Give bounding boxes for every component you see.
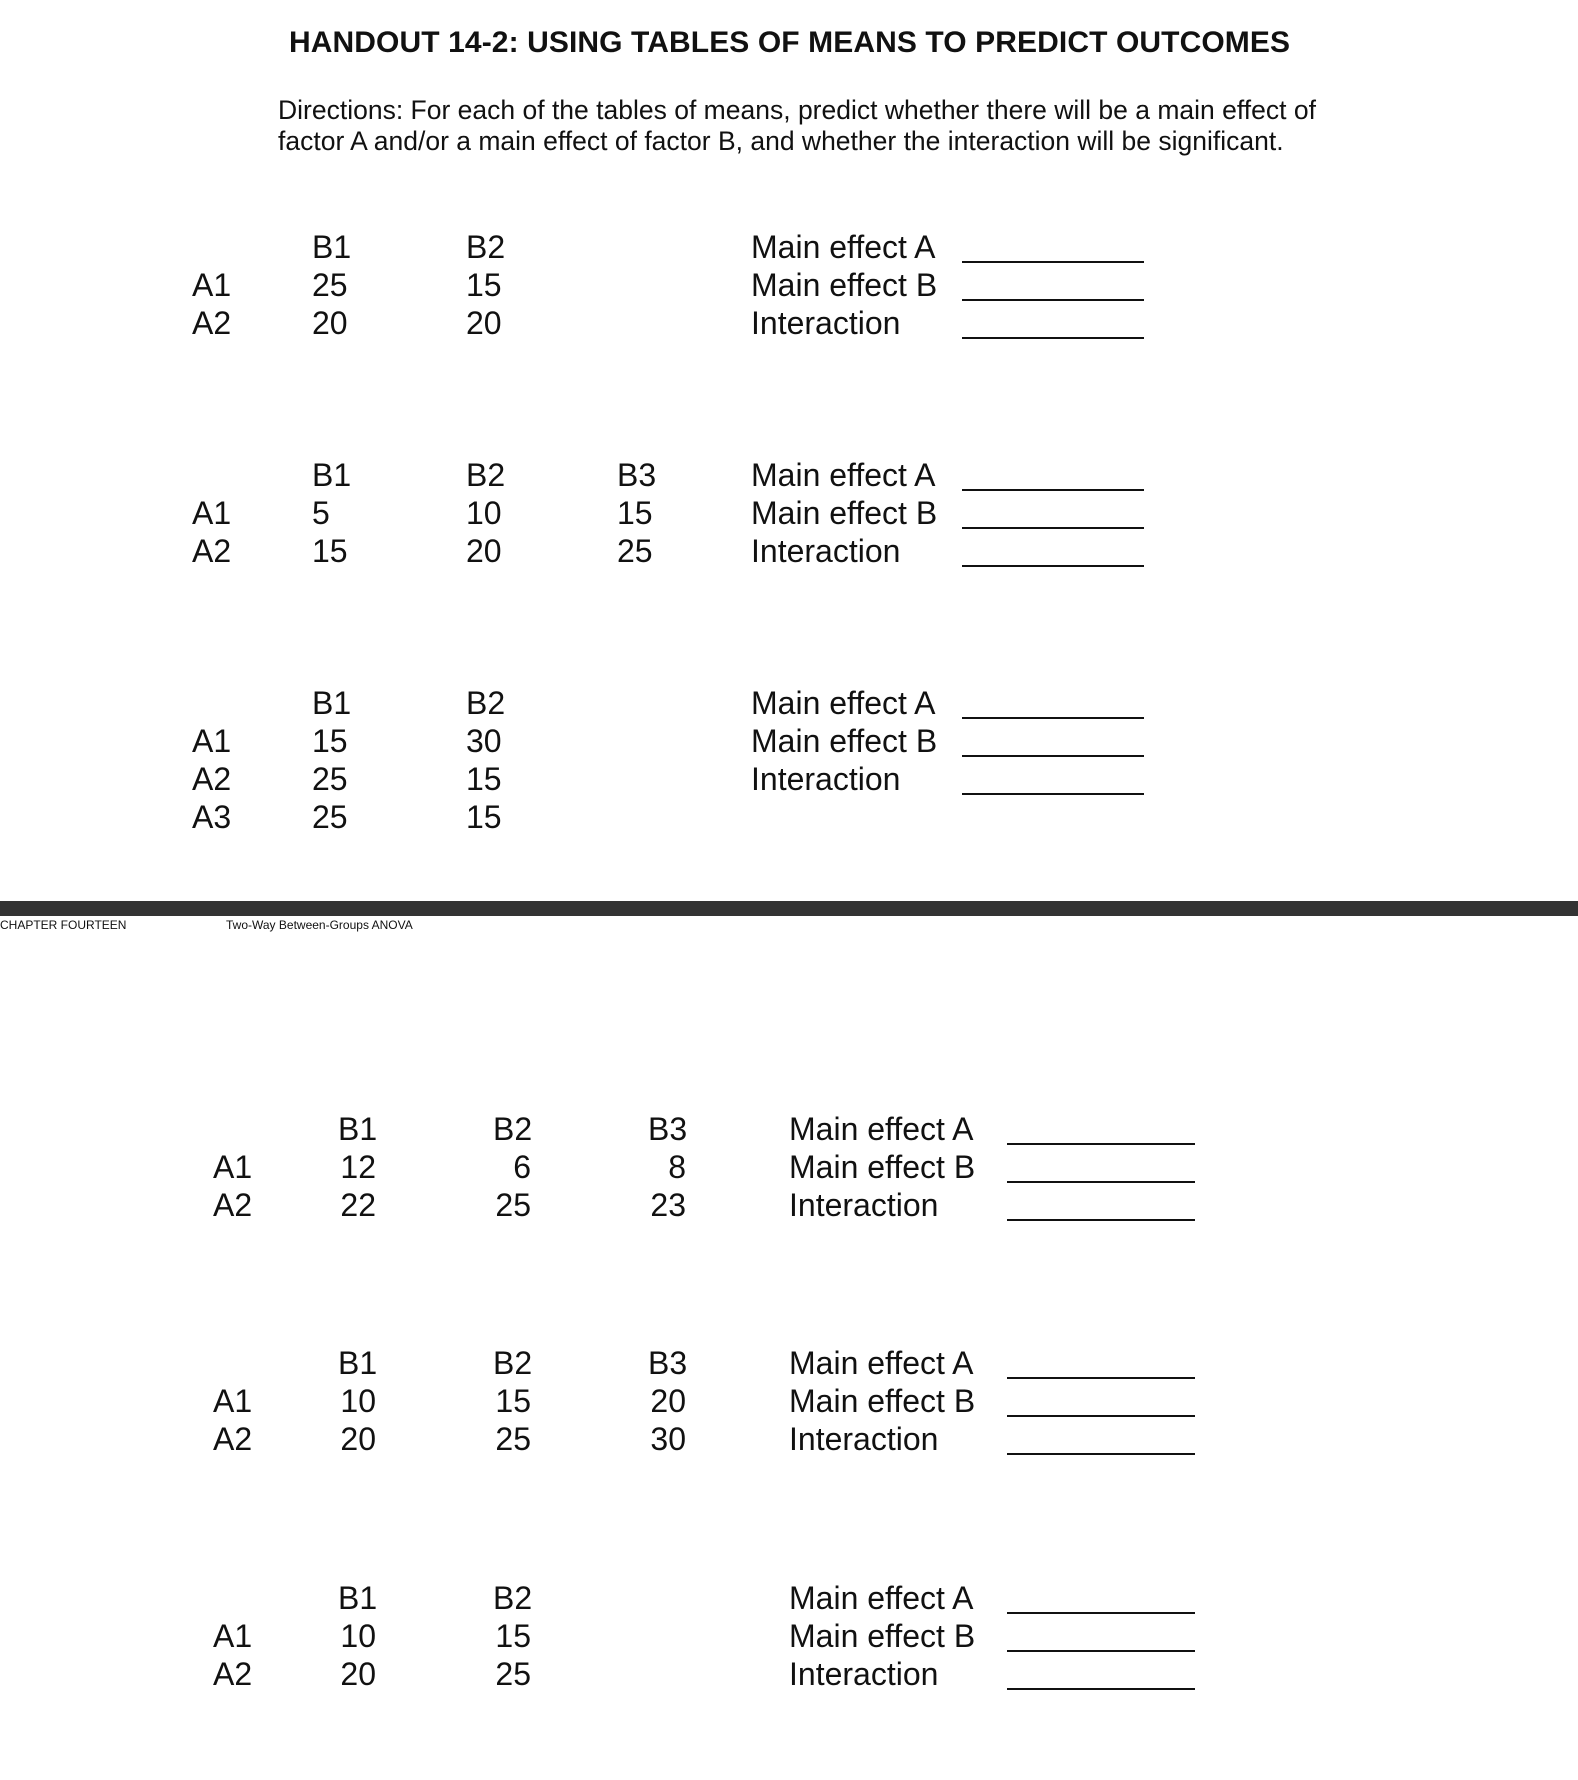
mean-value: 25 — [495, 1656, 531, 1692]
directions-text: Directions: For each of the tables of means, predict whether there will be a main effect of factor A and/or a main effect of factor B, and whether the interaction will be significant. — [278, 95, 1316, 156]
row-label: A1 — [213, 1383, 253, 1419]
mean-value: 25 — [312, 761, 348, 797]
mean-value: 15 — [312, 533, 348, 569]
mean-value: 10 — [340, 1618, 376, 1654]
mean-value: 15 — [466, 267, 502, 303]
mean-value: 25 — [617, 533, 653, 569]
interaction-blank[interactable] — [1007, 1453, 1195, 1455]
mean-value: 10 — [466, 495, 502, 531]
mean-value: 30 — [466, 723, 502, 759]
mean-value: 22 — [340, 1187, 376, 1223]
column-header: B3 — [617, 457, 657, 493]
main-effect-b-blank[interactable] — [962, 299, 1144, 301]
handout-title: HANDOUT 14-2: USING TABLES OF MEANS TO PREDICT OUTCOMES — [289, 26, 1291, 59]
main-effect-a-blank[interactable] — [962, 717, 1144, 719]
column-header: B2 — [466, 457, 506, 493]
row-label: A1 — [192, 723, 232, 759]
footer-section: Two-Way Between-Groups ANOVA — [226, 918, 413, 932]
main-effect-a-label: Main effect A — [751, 457, 936, 493]
column-header: B1 — [312, 457, 352, 493]
mean-value: 20 — [466, 305, 502, 341]
interaction-label: Interaction — [789, 1187, 939, 1223]
main-effect-b-blank[interactable] — [1007, 1650, 1195, 1652]
main-effect-a-label: Main effect A — [751, 685, 936, 721]
main-effect-b-blank[interactable] — [1007, 1181, 1195, 1183]
mean-value: 15 — [466, 761, 502, 797]
row-label: A2 — [192, 305, 232, 341]
row-label: A2 — [192, 761, 232, 797]
mean-value: 20 — [340, 1421, 376, 1457]
row-label: A2 — [213, 1421, 253, 1457]
mean-value: 25 — [312, 799, 348, 835]
mean-value: 8 — [668, 1149, 686, 1185]
interaction-blank[interactable] — [962, 565, 1144, 567]
interaction-label: Interaction — [751, 761, 901, 797]
main-effect-b-label: Main effect B — [751, 723, 938, 759]
row-label: A2 — [213, 1187, 253, 1223]
main-effect-b-blank[interactable] — [1007, 1415, 1195, 1417]
mean-value: 20 — [312, 305, 348, 341]
column-header: B3 — [648, 1111, 688, 1147]
mean-value: 25 — [495, 1421, 531, 1457]
main-effect-b-label: Main effect B — [789, 1383, 976, 1419]
row-label: A1 — [192, 495, 232, 531]
row-label: A1 — [213, 1618, 253, 1654]
column-header: B1 — [338, 1345, 378, 1381]
column-header: B2 — [493, 1111, 533, 1147]
main-effect-a-blank[interactable] — [962, 261, 1144, 263]
row-label: A3 — [192, 799, 232, 835]
main-effect-b-blank[interactable] — [962, 527, 1144, 529]
main-effect-b-label: Main effect B — [751, 495, 938, 531]
row-label: A1 — [192, 267, 232, 303]
main-effect-a-blank[interactable] — [962, 489, 1144, 491]
interaction-blank[interactable] — [962, 793, 1144, 795]
mean-value: 5 — [312, 495, 330, 531]
interaction-label: Interaction — [789, 1421, 939, 1457]
mean-value: 15 — [495, 1383, 531, 1419]
mean-value: 30 — [650, 1421, 686, 1457]
mean-value: 20 — [650, 1383, 686, 1419]
mean-value: 25 — [312, 267, 348, 303]
mean-value: 20 — [340, 1656, 376, 1692]
interaction-blank[interactable] — [1007, 1219, 1195, 1221]
interaction-label: Interaction — [789, 1656, 939, 1692]
interaction-label: Interaction — [751, 305, 901, 341]
column-header: B2 — [493, 1345, 533, 1381]
main-effect-a-label: Main effect A — [789, 1345, 974, 1381]
column-header: B2 — [493, 1580, 533, 1616]
column-header: B2 — [466, 229, 506, 265]
main-effect-b-label: Main effect B — [789, 1618, 976, 1654]
main-effect-b-label: Main effect B — [751, 267, 938, 303]
mean-value: 20 — [466, 533, 502, 569]
main-effect-a-blank[interactable] — [1007, 1377, 1195, 1379]
interaction-blank[interactable] — [1007, 1688, 1195, 1690]
column-header: B1 — [338, 1111, 378, 1147]
interaction-label: Interaction — [751, 533, 901, 569]
mean-value: 25 — [495, 1187, 531, 1223]
mean-value: 12 — [340, 1149, 376, 1185]
mean-value: 6 — [513, 1149, 531, 1185]
column-header: B1 — [338, 1580, 378, 1616]
mean-value: 15 — [312, 723, 348, 759]
main-effect-a-label: Main effect A — [751, 229, 936, 265]
column-header: B2 — [466, 685, 506, 721]
column-header: B1 — [312, 685, 352, 721]
main-effect-a-blank[interactable] — [1007, 1143, 1195, 1145]
mean-value: 15 — [466, 799, 502, 835]
mean-value: 23 — [650, 1187, 686, 1223]
row-label: A2 — [213, 1656, 253, 1692]
interaction-blank[interactable] — [962, 337, 1144, 339]
mean-value: 15 — [495, 1618, 531, 1654]
page-divider — [0, 901, 1578, 916]
mean-value: 10 — [340, 1383, 376, 1419]
main-effect-b-label: Main effect B — [789, 1149, 976, 1185]
main-effect-a-label: Main effect A — [789, 1111, 974, 1147]
row-label: A1 — [213, 1149, 253, 1185]
main-effect-a-label: Main effect A — [789, 1580, 974, 1616]
column-header: B3 — [648, 1345, 688, 1381]
main-effect-a-blank[interactable] — [1007, 1612, 1195, 1614]
main-effect-b-blank[interactable] — [962, 755, 1144, 757]
row-label: A2 — [192, 533, 232, 569]
mean-value: 15 — [617, 495, 653, 531]
column-header: B1 — [312, 229, 352, 265]
footer-chapter: CHAPTER FOURTEEN — [0, 918, 127, 932]
